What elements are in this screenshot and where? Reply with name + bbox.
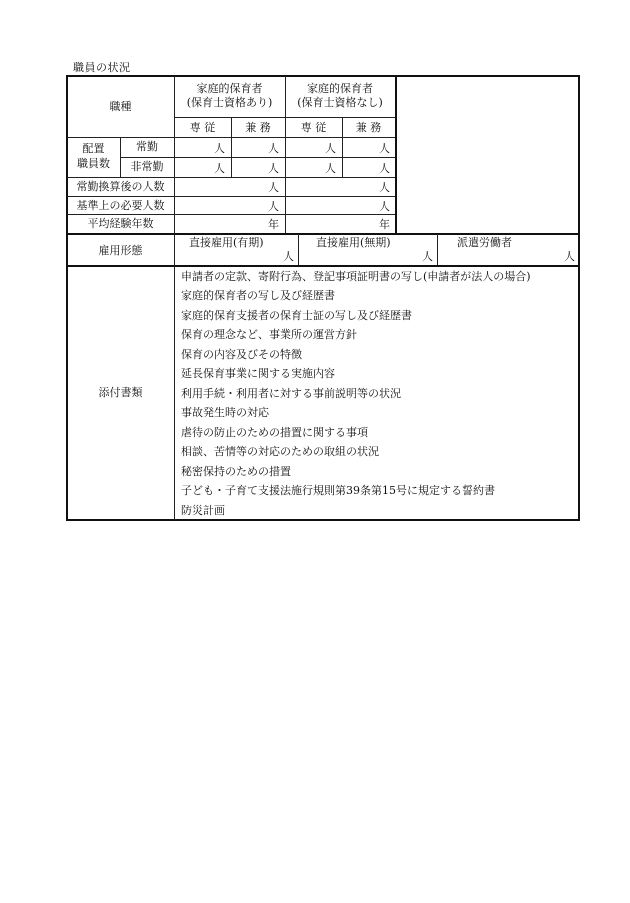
dedicated-header-2: 専 従 bbox=[300, 121, 327, 134]
unit-nonregular-3: 人 bbox=[325, 162, 336, 175]
col-with-cert-line2: (保育士資格あり) bbox=[186, 96, 273, 109]
attachment-item: 延長保育事業に関する実施内容 bbox=[181, 367, 335, 380]
unit-year-1: 年 bbox=[268, 218, 279, 231]
attachment-item: 子ども・子育て支援法施行規則第39条第15号に規定する誓約書 bbox=[181, 484, 495, 497]
unit-fte-2: 人 bbox=[379, 181, 390, 194]
employment-label: 雇用形態 bbox=[98, 244, 143, 257]
unit-fte-1: 人 bbox=[268, 181, 279, 194]
direct-indefinite-label: 直接雇用(無期) bbox=[316, 236, 391, 249]
col-without-cert-line1: 家庭的保育者 bbox=[307, 82, 373, 95]
dedicated-header-1: 専 従 bbox=[189, 121, 216, 134]
required-count-label: 基準上の必要人数 bbox=[76, 199, 165, 212]
attachment-item: 防災計画 bbox=[181, 504, 225, 517]
unit-regular-3: 人 bbox=[325, 142, 336, 155]
attachment-item: 保育の内容及びその特徴 bbox=[181, 348, 302, 361]
attachment-item: 保育の理念など、事業所の運営方針 bbox=[181, 328, 357, 341]
unit-required-1: 人 bbox=[268, 200, 279, 213]
assigned-staff-line1: 配置 bbox=[82, 142, 105, 155]
col-with-cert-line1: 家庭的保育者 bbox=[196, 82, 263, 95]
unit-nonregular-1: 人 bbox=[214, 162, 225, 175]
attachment-item: 家庭的保育支援者の保育士証の写し及び経歴書 bbox=[181, 309, 412, 322]
attachment-item: 申請者の定款、寄附行為、登記事項証明書の写し(申請者が法人の場合) bbox=[181, 270, 531, 283]
fte-count-label: 常勤換算後の人数 bbox=[76, 180, 165, 193]
concurrent-header-1: 兼 務 bbox=[245, 121, 271, 134]
avg-experience-label: 平均経験年数 bbox=[87, 217, 154, 230]
unit-regular-2: 人 bbox=[268, 142, 279, 155]
unit-nonregular-4: 人 bbox=[379, 162, 390, 175]
unit-dispatched: 人 bbox=[564, 250, 575, 263]
regular-label: 常勤 bbox=[136, 140, 158, 153]
unit-regular-1: 人 bbox=[214, 142, 225, 155]
unit-direct-indefinite: 人 bbox=[422, 250, 433, 263]
unit-direct-fixed: 人 bbox=[283, 250, 294, 263]
direct-fixed-label: 直接雇用(有期) bbox=[189, 236, 264, 249]
unit-year-2: 年 bbox=[379, 218, 390, 231]
attachments-label: 添付書類 bbox=[98, 386, 143, 399]
dispatched-label: 派遣労働者 bbox=[457, 236, 512, 249]
attachment-item: 相談、苦情等の対応のための取組の状況 bbox=[181, 445, 379, 458]
unit-nonregular-2: 人 bbox=[268, 162, 279, 175]
unit-required-2: 人 bbox=[379, 200, 390, 213]
assigned-staff-line2: 職員数 bbox=[77, 157, 110, 170]
attachment-item: 利用手続・利用者に対する事前説明等の状況 bbox=[181, 387, 401, 400]
job-type-label: 職種 bbox=[109, 100, 132, 113]
unit-regular-4: 人 bbox=[379, 142, 390, 155]
concurrent-header-2: 兼 務 bbox=[355, 121, 382, 134]
attachment-item: 虐待の防止のための措置に関する事項 bbox=[181, 426, 368, 439]
section-title: 職員の状況 bbox=[73, 61, 131, 74]
attachment-item: 事故発生時の対応 bbox=[181, 406, 269, 419]
attachment-item: 秘密保持のための措置 bbox=[181, 465, 291, 478]
non-regular-label: 非常勤 bbox=[130, 160, 164, 173]
col-without-cert-line2: (保育士資格なし) bbox=[297, 96, 383, 109]
attachment-item: 家庭的保育者の写し及び経歴書 bbox=[181, 289, 335, 302]
